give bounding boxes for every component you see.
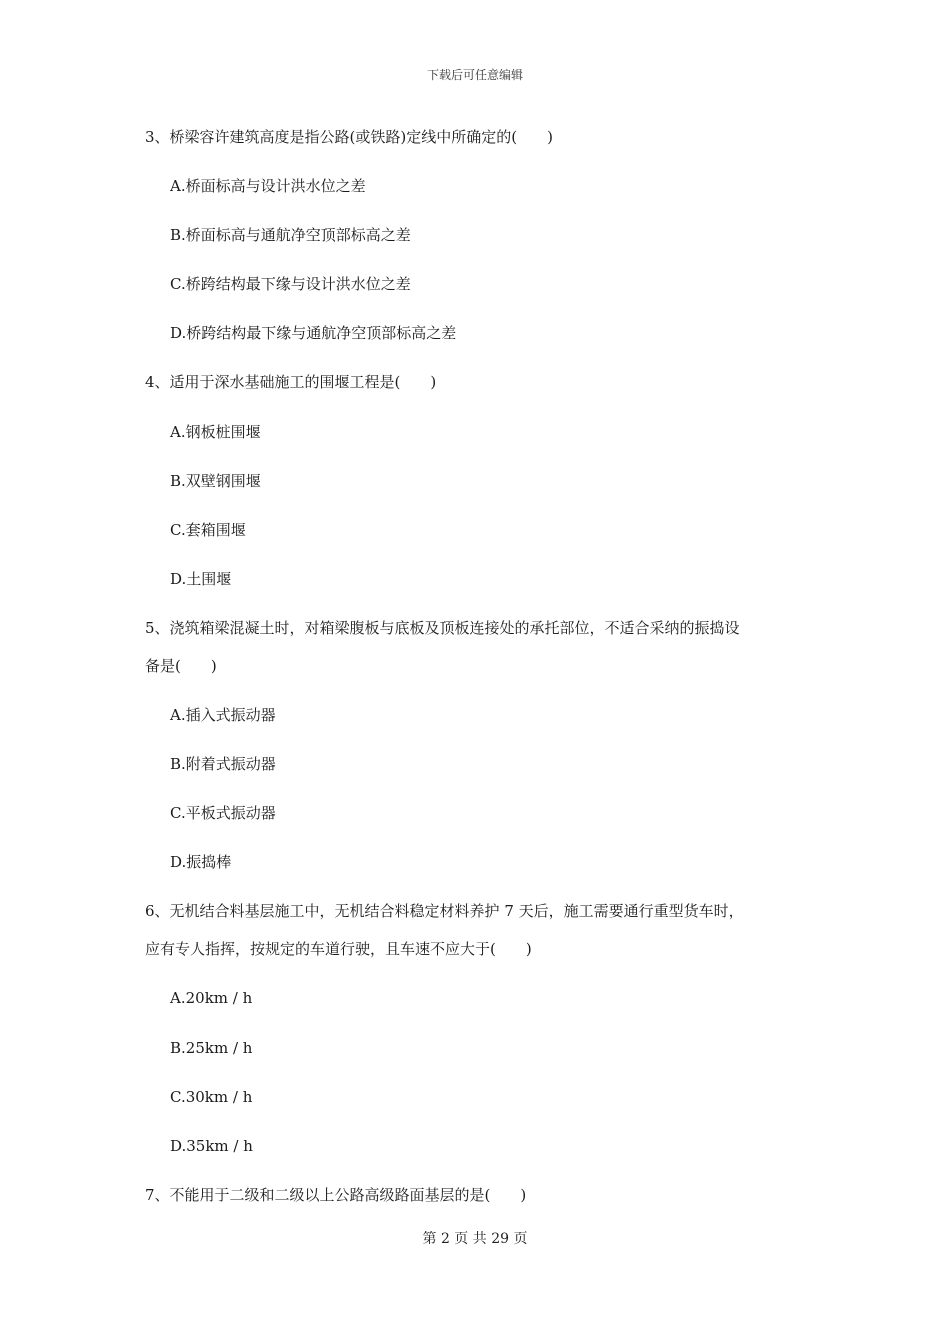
question-4-option-d: D.土围堰 xyxy=(170,570,232,588)
question-6-option-a: A.20km / h xyxy=(170,989,253,1007)
question-4-option-a: A.钢板桩围堰 xyxy=(170,423,261,441)
question-6-stem-line-1: 6、无机结合料基层施工中，无机结合料稳定材料养护 7 天后，施工需要通行重型货车时， xyxy=(145,902,744,920)
question-5-option-c: C.平板式振动器 xyxy=(170,804,276,822)
question-3-option-b: B.桥面标高与通航净空顶部标高之差 xyxy=(170,226,411,244)
question-5-option-a: A.插入式振动器 xyxy=(170,706,276,724)
question-4-stem: 4、适用于深水基础施工的围堰工程是( ) xyxy=(145,373,437,391)
question-4-option-b: B.双壁钢围堰 xyxy=(170,472,261,490)
page-footer: 第 2 页 共 29 页 xyxy=(422,1231,528,1247)
question-5-stem-line-1: 5、浇筑箱梁混凝土时，对箱梁腹板与底板及顶板连接处的承托部位，不适合采纳的振捣设 xyxy=(145,619,740,637)
question-4-option-c: C.套箱围堰 xyxy=(170,521,246,539)
question-3-option-a: A.桥面标高与设计洪水位之差 xyxy=(170,177,366,195)
question-3-option-c: C.桥跨结构最下缘与设计洪水位之差 xyxy=(170,275,411,293)
question-5-option-b: B.附着式振动器 xyxy=(170,755,276,773)
question-6-option-d: D.35km / h xyxy=(170,1137,253,1155)
question-3-option-d: D.桥跨结构最下缘与通航净空顶部标高之差 xyxy=(170,324,457,342)
question-6-option-c: C.30km / h xyxy=(170,1088,253,1106)
question-6-stem-line-2: 应有专人指挥，按规定的车道行驶，且车速不应大于( ) xyxy=(145,940,532,958)
question-5-option-d: D.振捣棒 xyxy=(170,853,232,871)
page-header: 下载后可任意编辑 xyxy=(426,68,523,82)
question-6-option-b: B.25km / h xyxy=(170,1039,253,1057)
question-5-stem-line-2: 备是( ) xyxy=(145,657,217,675)
question-3-stem: 3、桥梁容许建筑高度是指公路(或铁路)定线中所确定的( ) xyxy=(145,128,553,146)
question-7-stem: 7、不能用于二级和二级以上公路高级路面基层的是( ) xyxy=(145,1186,527,1204)
